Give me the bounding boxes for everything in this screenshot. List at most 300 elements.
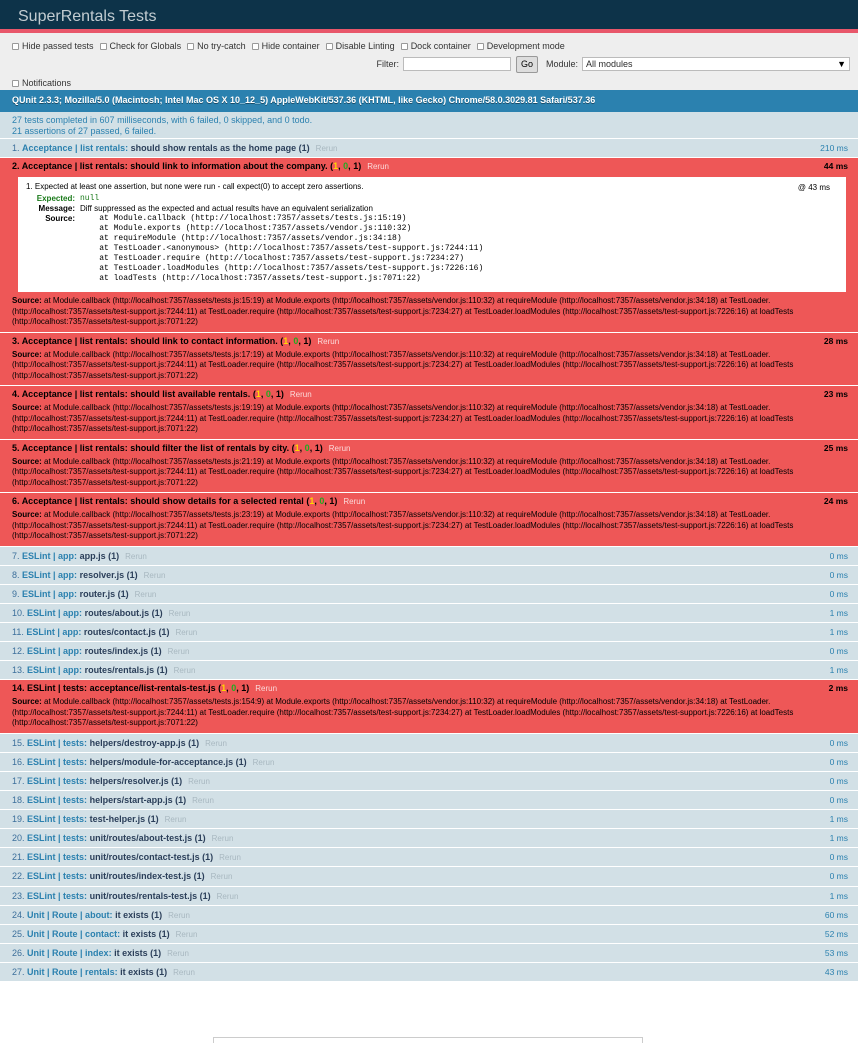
source-trace: at Module.callback (http://localhost:7357/assets/tests.js:21:19) at Module.exports (http://localhost:7357/assets/vendor.js:110:32) at requireModule (http://localhost:7357/assets/vendor.js:34:18) at TestLoader. (http://localhost:7357/assets/test-support.js:7244:11) at TestLoader.require (http://localhost:7357/assets/test-support.js:7234:27) at TestLoader.loadModules (http://localhost:7357/assets/test-support.js:7226:16) at loadTests (http://localhost:7357/assets/test-support.js:7071:22) [12, 456, 794, 487]
test-name[interactable] [12, 776, 182, 786]
rerun-link[interactable]: Rerun [210, 872, 233, 882]
test-list [0, 139, 858, 982]
test-duration: 1 ms [829, 665, 848, 676]
filter-label: Filter: [376, 59, 399, 69]
checkbox[interactable] [12, 43, 19, 50]
test-counts: (1) [194, 833, 206, 844]
test-number: 7. [12, 550, 20, 561]
total-count: 1 [241, 683, 247, 694]
rerun-link[interactable]: Rerun [173, 967, 195, 977]
total-count: 1 [303, 335, 309, 346]
module-select-value: All modules [586, 59, 633, 69]
test-module: Unit | Route | rentals: [27, 966, 118, 977]
test-module: ESLint | tests: [27, 756, 88, 767]
test-header[interactable] [12, 333, 846, 350]
test-module: Acceptance | list rentals: [21, 389, 128, 400]
test-counts: (1) [147, 814, 159, 825]
test-name[interactable] [12, 589, 129, 599]
test-name[interactable] [12, 814, 159, 824]
test-number: 27. [12, 966, 25, 977]
test-module: Acceptance | list rentals: [21, 496, 128, 507]
test-source [12, 457, 846, 493]
test-header[interactable] [12, 158, 846, 175]
test-container [213, 1037, 643, 1043]
test-title: unit/routes/contact-test.js [89, 852, 200, 863]
option-label: Development mode [486, 41, 565, 51]
test-title: app.js [79, 550, 106, 561]
test-name[interactable] [12, 551, 119, 561]
test-module: ESLint | tests: [27, 775, 88, 786]
test-counts: (1) [126, 569, 138, 580]
test-module: ESLint | tests: [27, 737, 88, 748]
test-item [0, 547, 858, 566]
test-module: ESLint | tests: [27, 890, 88, 901]
rerun-link[interactable]: Rerun [167, 647, 190, 657]
rerun-link[interactable]: Rerun [175, 929, 198, 939]
test-name[interactable] [12, 738, 199, 748]
test-item [0, 772, 858, 791]
rerun-link[interactable]: Rerun [168, 608, 191, 618]
notifications-label: Notifications [22, 78, 72, 88]
test-title: routes/index.js [84, 646, 149, 657]
summary-line-assertions: 21 assertions of 27 passed, 6 failed. [12, 126, 157, 136]
passed-count: 0 [293, 335, 299, 346]
test-name[interactable] [12, 833, 206, 843]
summary-line-tests: 27 tests completed in 607 milliseconds, with 6 failed, 0 skipped, and 0 todo. [12, 115, 313, 125]
test-title: should list available rentals. [130, 389, 251, 400]
test-title: helpers/start-app.js [89, 795, 173, 806]
test-duration: 210 ms [820, 143, 848, 153]
test-source [12, 350, 846, 386]
option-label: Hide container [261, 41, 320, 51]
assertion-time: @ 43 ms [797, 183, 830, 193]
checkbox[interactable] [187, 43, 194, 50]
test-title: routes/contact.js [83, 626, 156, 637]
rerun-link[interactable]: Rerun [143, 570, 166, 580]
test-module: ESLint | tests: [27, 683, 88, 694]
test-item [0, 753, 858, 772]
test-item [0, 440, 858, 494]
test-module: Unit | Route | contact: [27, 928, 121, 939]
toolbar [0, 33, 858, 90]
test-number: 9. [12, 588, 20, 599]
checkbox[interactable] [12, 80, 19, 87]
test-number: 1. [12, 143, 20, 153]
test-title: unit/routes/about-test.js [89, 833, 193, 844]
test-number: 4. [12, 389, 20, 400]
rerun-link[interactable]: Rerun [343, 497, 366, 507]
test-title: it exists [114, 947, 148, 958]
test-header[interactable] [12, 680, 846, 697]
test-title: should show details for a selected rental [130, 496, 304, 507]
total-count: 1 [329, 496, 335, 507]
test-item [0, 585, 858, 604]
source-label: Source: [45, 214, 75, 224]
test-item [0, 944, 858, 963]
test-duration: 1 ms [829, 833, 848, 844]
test-item [0, 623, 858, 642]
filter-row [12, 55, 846, 73]
rerun-link[interactable]: Rerun [252, 757, 275, 767]
failed-count: 1 [221, 683, 227, 694]
test-counts: (1, 0, 1) [280, 335, 312, 346]
test-duration: 0 ms [829, 756, 848, 767]
rerun-link[interactable]: Rerun [175, 627, 198, 637]
test-module: ESLint | tests: [27, 795, 88, 806]
rerun-link[interactable]: Rerun [188, 776, 210, 786]
test-counts: (1) [175, 795, 187, 806]
test-counts: (1) [151, 607, 163, 618]
page-title: SuperRentals Tests [18, 8, 157, 25]
test-number: 14. [12, 683, 25, 694]
test-duration: 0 ms [829, 795, 848, 806]
test-module: ESLint | tests: [27, 814, 88, 825]
test-number: 22. [12, 871, 25, 882]
test-name[interactable] [12, 910, 162, 920]
test-item [0, 810, 858, 829]
option-label: No try-catch [197, 41, 246, 51]
test-counts: (1) [235, 756, 247, 767]
test-counts: (1) [171, 775, 183, 786]
test-item [0, 925, 858, 944]
test-title: should link to contact information. [130, 335, 278, 346]
rerun-link[interactable]: Rerun [192, 796, 214, 806]
test-counts: (1) [156, 966, 168, 977]
test-item [0, 848, 858, 867]
test-title: it exists [120, 966, 154, 977]
rerun-link[interactable]: Rerun [289, 390, 312, 400]
option-label: Disable Linting [335, 41, 395, 51]
checkbox[interactable] [401, 43, 408, 50]
test-item [0, 963, 858, 982]
test-title: should link to information about the company. [130, 161, 328, 172]
test-number: 10. [12, 607, 25, 618]
test-number: 15. [12, 737, 25, 748]
test-name[interactable] [12, 948, 161, 958]
rerun-link[interactable]: Rerun [125, 551, 147, 561]
test-item [0, 139, 858, 158]
test-counts: (1, 0, 1) [218, 683, 250, 694]
test-duration: 0 ms [829, 588, 848, 599]
checkbox[interactable] [477, 43, 484, 50]
test-title: should filter the list of rentals by city. [130, 442, 290, 453]
test-number: 21. [12, 852, 25, 863]
source-label: Source: [12, 697, 42, 707]
test-item [0, 158, 858, 333]
test-module: ESLint | tests: [27, 852, 88, 863]
test-duration: 2 ms [828, 683, 848, 694]
source-label: Source: [12, 456, 42, 466]
test-module: Unit | Route | about: [27, 909, 113, 920]
page-header [0, 0, 858, 33]
total-count: 1 [314, 442, 320, 453]
rerun-link[interactable]: Rerun [205, 738, 227, 748]
test-module: Acceptance | list rentals: [21, 161, 128, 172]
test-module: ESLint | tests: [27, 871, 88, 882]
test-number: 25. [12, 928, 25, 939]
test-counts: (1) [158, 928, 170, 939]
module-label: Module: [545, 59, 578, 69]
test-header[interactable] [12, 386, 846, 403]
test-number: 23. [12, 890, 25, 901]
test-counts: (1) [193, 871, 205, 882]
source-label: Source: [12, 349, 42, 359]
test-number: 12. [12, 646, 25, 657]
test-name[interactable] [12, 929, 170, 939]
test-duration: 23 ms [823, 389, 848, 400]
rerun-link[interactable]: Rerun [315, 144, 338, 153]
option-hide-passed-tests[interactable] [12, 39, 94, 53]
rerun-link[interactable]: Rerun [328, 443, 351, 453]
rerun-link[interactable]: Rerun [216, 891, 239, 901]
go-button[interactable]: Go [516, 56, 538, 73]
expected-value: null [80, 194, 100, 204]
source-trace: at Module.callback (http://localhost:7357/assets/tests.js:17:19) at Module.exports (http://localhost:7357/assets/vendor.js:110:32) at requireModule (http://localhost:7357/assets/vendor.js:34:18) at TestLoader. (http://localhost:7357/assets/test-support.js:7244:11) at TestLoader.require (http://localhost:7357/assets/test-support.js:7234:27) at TestLoader.loadModules (http://localhost:7357/assets/test-support.js:7226:16) at loadTests (http://localhost:7357/assets/test-support.js:7071:22) [12, 349, 794, 380]
total-count: 1 [353, 161, 359, 172]
option-check-for-globals[interactable] [100, 39, 182, 53]
checkbox[interactable] [100, 43, 107, 50]
test-counts: (1, 0, 1) [330, 161, 362, 172]
source-label: Source: [12, 510, 42, 520]
test-number: 2. [12, 161, 20, 172]
test-counts: (1) [150, 947, 162, 958]
test-name[interactable] [12, 646, 162, 656]
test-summary [0, 112, 858, 139]
test-number: 13. [12, 665, 25, 676]
test-number: 3. [12, 335, 20, 346]
option-disable-linting[interactable] [326, 39, 395, 53]
test-title: test-helper.js [89, 814, 146, 825]
test-duration: 0 ms [829, 775, 848, 786]
test-header[interactable] [12, 493, 846, 510]
test-duration: 25 ms [823, 442, 848, 453]
rerun-link[interactable]: Rerun [219, 853, 241, 863]
test-item [0, 906, 858, 925]
test-number: 16. [12, 756, 25, 767]
option-label: Dock container [410, 41, 471, 51]
toolbar-options [12, 39, 846, 53]
test-name[interactable] [12, 143, 310, 153]
user-agent-bar: QUnit 2.3.3; Mozilla/5.0 (Macintosh; Intel Mac OS X 10_12_5) AppleWebKit/537.36 (KHTML, like Gecko) Chrome/58.0.3029.81 Safari/537.36 [0, 90, 858, 112]
module-select[interactable] [582, 57, 850, 71]
test-source [12, 403, 846, 439]
rerun-link[interactable]: Rerun [173, 666, 196, 676]
test-module: ESLint | app: [27, 665, 83, 676]
rerun-link[interactable]: Rerun [164, 815, 187, 825]
option-development-mode[interactable] [477, 39, 565, 53]
test-module: ESLint | app: [22, 588, 78, 599]
test-header[interactable] [12, 440, 846, 457]
test-duration: 28 ms [823, 335, 848, 346]
source-trace: at Module.callback (http://localhost:7357/assets/tests.js:154:9) at Module.exports (http://localhost:7357/assets/vendor.js:110:32) at requireModule (http://localhost:7357/assets/vendor.js:34:18) at TestLoader. (http://localhost:7357/assets/test-support.js:7244:11) at TestLoader.require (http://localhost:7357/assets/test-support.js:7234:27) at TestLoader.loadModules (http://localhost:7357/assets/test-support.js:7226:16) at loadTests (http://localhost:7357/assets/test-support.js:7071:22) [12, 697, 794, 728]
filter-input[interactable] [403, 57, 511, 71]
test-title: should show rentals as the home page [130, 143, 297, 153]
test-module: ESLint | app: [22, 550, 78, 561]
test-title: unit/routes/index-test.js [89, 871, 192, 882]
total-count: 1 [275, 389, 281, 400]
test-name[interactable] [12, 608, 163, 618]
test-item [0, 680, 858, 734]
source-label: Source: [12, 403, 42, 413]
assertion-message: 1. Expected at least one assertion, but none were run - call expect(0) to accept zero assertions. [26, 182, 364, 192]
source-trace: at Module.callback (http://localhost:7357/assets/tests.js:23:19) at Module.exports (http://localhost:7357/assets/vendor.js:110:32) at requireModule (http://localhost:7357/assets/vendor.js:34:18) at TestLoader. (http://localhost:7357/assets/test-support.js:7244:11) at TestLoader.require (http://localhost:7357/assets/test-support.js:7234:27) at TestLoader.loadModules (http://localhost:7357/assets/test-support.js:7226:16) at loadTests (http://localhost:7357/assets/test-support.js:7071:22) [12, 510, 794, 541]
test-title: routes/rentals.js [84, 665, 155, 676]
test-counts: (1) [117, 588, 129, 599]
test-name[interactable] [12, 627, 169, 637]
test-name[interactable] [12, 967, 167, 977]
test-number: 5. [12, 442, 20, 453]
test-title: routes/about.js [84, 607, 150, 618]
test-counts: (1) [150, 646, 162, 657]
source-trace: at Module.callback (http://localhost:7357/assets/tests.js:15:19) at Module.exports (http://localhost:7357/assets/vendor.js:110:32) at requireModule (http://localhost:7357/assets/vendor.js:34:18) at TestLoader. (http://localhost:7357/assets/test-support.js:7244:11) at TestLoader.require (http://localhost:7357/assets/test-support.js:7234:27) at TestLoader.loadModules (http://localhost:7357/assets/test-support.js:7226:16) at loadTests (http://localhost:7357/assets/test-support.js:7071:22) [12, 296, 794, 327]
test-duration: 0 ms [829, 646, 848, 657]
test-title: it exists [115, 909, 149, 920]
failed-count: 1 [283, 335, 289, 346]
test-item [0, 734, 858, 753]
test-item [0, 829, 858, 848]
test-duration: 60 ms [824, 909, 848, 920]
message-row [26, 204, 840, 214]
test-source [12, 296, 846, 332]
passed-count: 0 [343, 161, 349, 172]
test-item [0, 642, 858, 661]
test-item [0, 867, 858, 886]
test-counts: (1) [108, 550, 120, 561]
test-name[interactable] [12, 871, 205, 881]
test-title: it exists [122, 928, 157, 939]
option-dock-container[interactable] [401, 39, 471, 53]
test-number: 8. [12, 569, 20, 580]
option-hide-container[interactable] [252, 39, 320, 53]
rerun-link[interactable]: Rerun [317, 336, 340, 346]
test-number: 20. [12, 833, 25, 844]
rerun-link[interactable]: Rerun [367, 162, 389, 172]
test-counts: (1) [151, 909, 163, 920]
test-module: Acceptance | list rentals: [22, 143, 129, 153]
test-item [0, 661, 858, 680]
assertion-detail [12, 177, 846, 292]
test-title: helpers/destroy-app.js [89, 737, 186, 748]
test-counts: (1) [158, 626, 170, 637]
test-name[interactable] [12, 852, 213, 862]
test-number: 6. [12, 496, 20, 507]
test-counts: (1, 0, 1) [291, 442, 323, 453]
test-duration: 1 ms [829, 814, 848, 825]
test-source [12, 510, 846, 546]
test-title: resolver.js [79, 569, 125, 580]
test-duration: 0 ms [829, 737, 848, 748]
test-number: 19. [12, 814, 25, 825]
option-label: Check for Globals [109, 41, 182, 51]
test-name[interactable] [12, 891, 211, 901]
test-item [0, 604, 858, 623]
test-counts: (1) [188, 737, 200, 748]
test-counts: (1) [199, 890, 211, 901]
message-label: Message: [38, 204, 75, 214]
test-name[interactable] [12, 570, 138, 580]
test-name[interactable] [12, 757, 247, 767]
test-duration: 52 ms [824, 928, 848, 939]
test-number: 24. [12, 909, 25, 920]
test-counts: (1, 0, 1) [306, 496, 338, 507]
test-counts: (1) [298, 143, 310, 153]
rerun-link[interactable]: Rerun [134, 589, 157, 599]
test-duration: 53 ms [824, 947, 848, 958]
option-label: Hide passed tests [22, 41, 94, 51]
test-module: ESLint | app: [27, 646, 83, 657]
failed-count: 1 [255, 389, 261, 400]
test-module: Acceptance | list rentals: [21, 335, 128, 346]
rerun-link[interactable]: Rerun [168, 910, 190, 920]
test-item [0, 493, 858, 547]
failed-count: 1 [309, 496, 315, 507]
test-name[interactable] [12, 665, 168, 675]
test-number: 26. [12, 947, 25, 958]
message-value: Diff suppressed as the expected and actual results have an equivalent serialization [80, 204, 373, 214]
passed-count: 0 [304, 442, 310, 453]
test-module: Unit | Route | index: [27, 947, 112, 958]
checkbox[interactable] [326, 43, 333, 50]
passed-count: 0 [231, 683, 237, 694]
test-duration: 0 ms [829, 852, 848, 863]
test-title: router.js [79, 588, 116, 599]
test-counts: (1) [202, 852, 214, 863]
expected-label: Expected: [36, 194, 75, 204]
source-trace: at Module.callback (http://localhost:7357/assets/tests.js:19:19) at Module.exports (http://localhost:7357/assets/vendor.js:110:32) at requireModule (http://localhost:7357/assets/vendor.js:34:18) at TestLoader. (http://localhost:7357/assets/test-support.js:7244:11) at TestLoader.require (http://localhost:7357/assets/test-support.js:7234:27) at TestLoader.loadModules (http://localhost:7357/assets/test-support.js:7226:16) at loadTests (http://localhost:7357/assets/test-support.js:7071:22) [12, 403, 794, 434]
expected-row [26, 194, 840, 204]
rerun-link[interactable]: Rerun [255, 684, 278, 694]
test-title: unit/routes/rentals-test.js [89, 890, 198, 901]
test-item [0, 791, 858, 810]
test-duration: 1 ms [829, 607, 848, 618]
test-module: ESLint | app: [22, 569, 78, 580]
test-title: helpers/resolver.js [89, 775, 169, 786]
test-duration: 0 ms [829, 871, 848, 882]
test-name[interactable] [12, 795, 186, 805]
test-counts: (1, 0, 1) [252, 389, 284, 400]
test-module: ESLint | app: [26, 626, 82, 637]
test-item [0, 386, 858, 440]
test-module: ESLint | tests: [27, 833, 88, 844]
notifications-option[interactable] [12, 76, 71, 90]
test-duration: 1 ms [829, 626, 848, 637]
test-duration: 24 ms [823, 496, 848, 507]
source-row [26, 214, 840, 284]
test-duration: 44 ms [823, 161, 848, 172]
test-number: 18. [12, 795, 25, 806]
test-duration: 0 ms [829, 569, 848, 580]
rerun-link[interactable]: Rerun [211, 834, 234, 844]
rerun-link[interactable]: Rerun [167, 948, 189, 958]
test-title: acceptance/list-rentals-test.js [89, 683, 216, 694]
test-title: helpers/module-for-acceptance.js [89, 756, 234, 767]
source-label: Source: [12, 296, 42, 306]
test-item [0, 333, 858, 387]
test-number: 17. [12, 775, 25, 786]
test-number: 11. [12, 626, 24, 637]
failed-count: 1 [333, 161, 339, 172]
option-no-try-catch[interactable] [187, 39, 246, 53]
test-source [12, 697, 846, 733]
test-module: ESLint | app: [27, 607, 83, 618]
chevron-down-icon: ▼ [837, 59, 846, 69]
checkbox[interactable] [252, 43, 259, 50]
test-counts: (1) [156, 665, 168, 676]
failed-count: 1 [294, 442, 300, 453]
source-value: at Module.callback (http://localhost:7357/assets/tests.js:15:19) at Module.exports (http://localhost:7357/assets/vendor.js:110:32) at requireModule (http://localhost:7357/assets/vendor.js:34:18) at TestLoader.<anonymous> (http://localhost:7357/assets/test-support.js:7244:11) at TestLoader.require (http://localhost:7357/assets/test-support.js:7234:27) at TestLoader.loadModules (http://localhost:7357/assets/test-support.js:7226:16) at loadTests (http://localhost:7357/assets/test-support.js:7071:22) [99, 214, 484, 284]
test-duration: 0 ms [829, 550, 848, 561]
passed-count: 0 [265, 389, 271, 400]
